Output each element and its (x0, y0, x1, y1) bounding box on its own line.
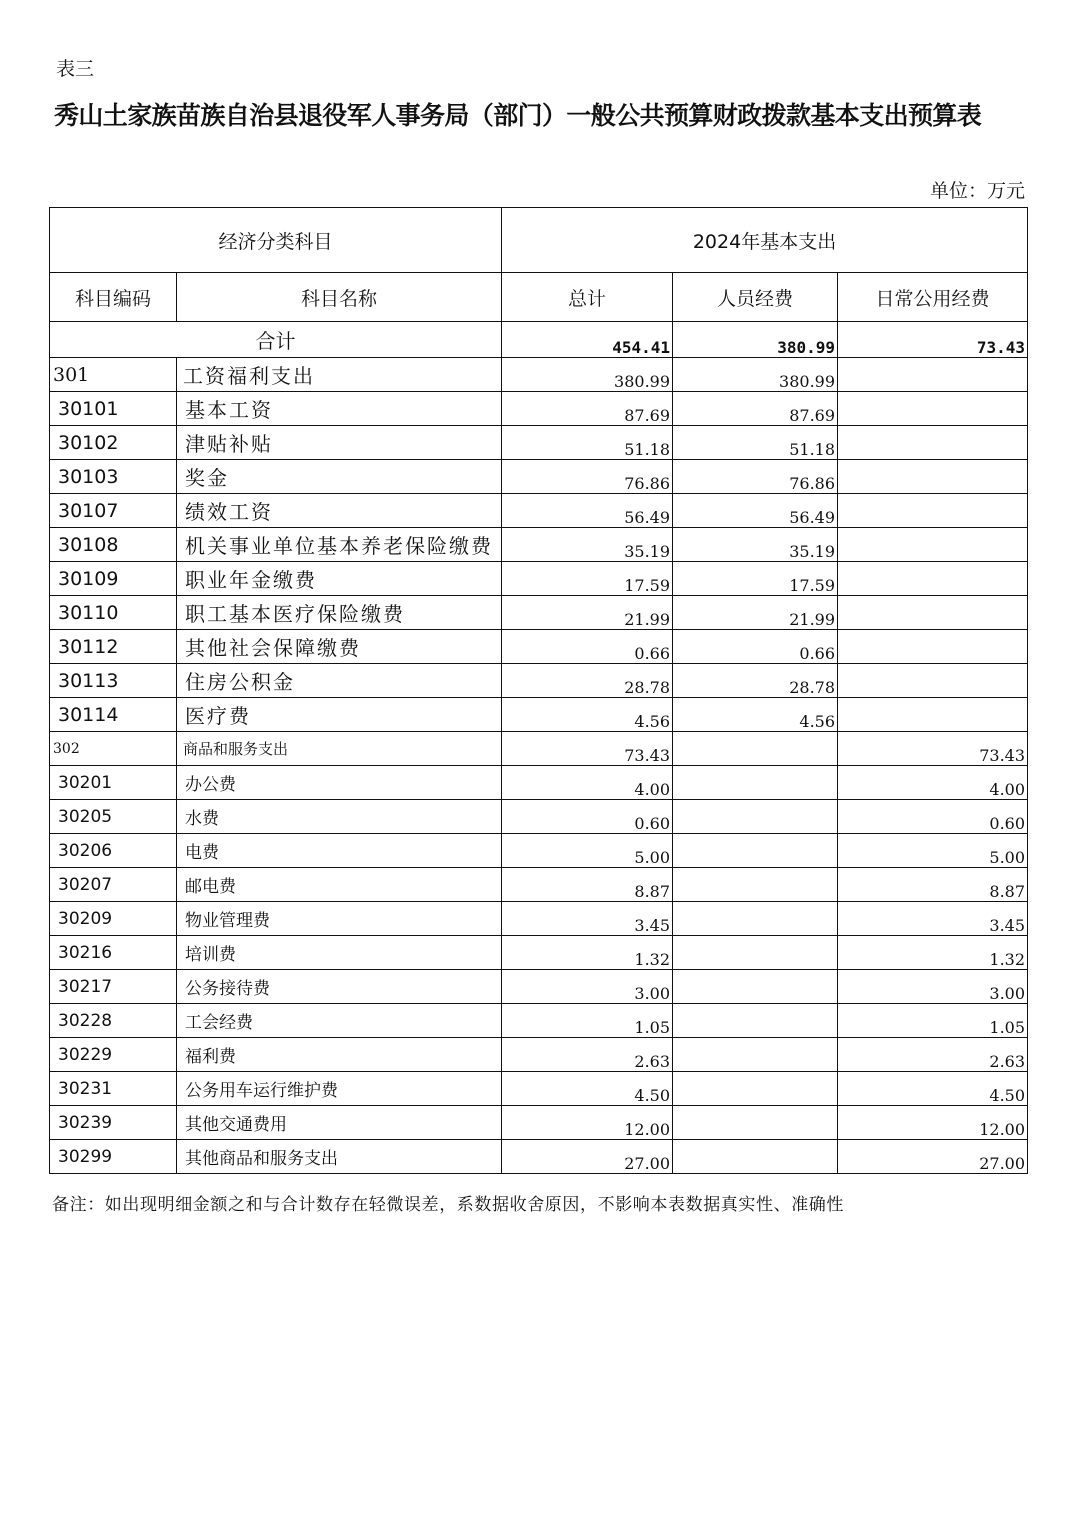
table-row (50, 1106, 1028, 1140)
row-name: 机关事业单位基本养老保险缴费 (177, 528, 502, 562)
row-personnel (673, 970, 838, 1004)
row-total: 4.00 (502, 766, 673, 800)
row-name: 其他商品和服务支出 (177, 1140, 502, 1174)
table-row (50, 392, 1028, 426)
row-name: 办公费 (177, 766, 502, 800)
row-personnel (673, 800, 838, 834)
table-row (50, 630, 1028, 664)
row-personnel: 4.56 (673, 698, 838, 732)
row-name: 其他社会保障缴费 (177, 630, 502, 664)
row-name: 绩效工资 (177, 494, 502, 528)
row-code: 30239 (50, 1106, 177, 1140)
row-personnel (673, 732, 838, 766)
row-public: 3.00 (838, 970, 1028, 1004)
row-public: 8.87 (838, 868, 1028, 902)
row-personnel: 28.78 (673, 664, 838, 698)
table-row (50, 494, 1028, 528)
row-total: 1.05 (502, 1004, 673, 1038)
row-total: 0.66 (502, 630, 673, 664)
row-personnel: 87.69 (673, 392, 838, 426)
row-code: 30112 (50, 630, 177, 664)
row-total: 5.00 (502, 834, 673, 868)
total-public: 73.43 (838, 322, 1028, 358)
row-code: 30101 (50, 392, 177, 426)
row-name: 津贴补贴 (177, 426, 502, 460)
row-public: 1.32 (838, 936, 1028, 970)
row-total: 76.86 (502, 460, 673, 494)
row-name: 住房公积金 (177, 664, 502, 698)
row-name: 其他交通费用 (177, 1106, 502, 1140)
row-personnel: 76.86 (673, 460, 838, 494)
row-personnel (673, 1004, 838, 1038)
header-code: 科目编码 (50, 273, 177, 322)
table-row (50, 868, 1028, 902)
row-code: 30299 (50, 1140, 177, 1174)
row-name: 工会经费 (177, 1004, 502, 1038)
row-code: 30216 (50, 936, 177, 970)
header-group-row (50, 208, 1028, 273)
row-public (838, 630, 1028, 664)
table-row (50, 358, 1028, 392)
row-personnel: 35.19 (673, 528, 838, 562)
table-number-label: 表三 (56, 58, 95, 80)
row-total: 2.63 (502, 1038, 673, 1072)
row-code: 30103 (50, 460, 177, 494)
row-total: 4.56 (502, 698, 673, 732)
row-public (838, 698, 1028, 732)
row-public (838, 392, 1028, 426)
header-public: 日常公用经费 (838, 273, 1028, 322)
table-row (50, 970, 1028, 1004)
row-total: 27.00 (502, 1140, 673, 1174)
table-row (50, 664, 1028, 698)
row-public: 3.45 (838, 902, 1028, 936)
header-name: 科目名称 (177, 273, 502, 322)
row-total: 3.45 (502, 902, 673, 936)
table-row (50, 426, 1028, 460)
row-personnel (673, 766, 838, 800)
total-personnel: 380.99 (673, 322, 838, 358)
row-personnel (673, 868, 838, 902)
table-row (50, 936, 1028, 970)
row-total: 380.99 (502, 358, 673, 392)
row-total: 35.19 (502, 528, 673, 562)
row-name: 公务接待费 (177, 970, 502, 1004)
row-personnel: 56.49 (673, 494, 838, 528)
table-row (50, 1072, 1028, 1106)
row-code: 30209 (50, 902, 177, 936)
total-row (50, 322, 1028, 358)
row-total: 4.50 (502, 1072, 673, 1106)
table-row (50, 460, 1028, 494)
budget-table (49, 207, 1028, 1174)
row-code: 30205 (50, 800, 177, 834)
row-name: 奖金 (177, 460, 502, 494)
row-name: 电费 (177, 834, 502, 868)
row-personnel (673, 902, 838, 936)
row-total: 3.00 (502, 970, 673, 1004)
row-total: 51.18 (502, 426, 673, 460)
row-public (838, 358, 1028, 392)
row-personnel (673, 834, 838, 868)
row-name: 医疗费 (177, 698, 502, 732)
row-public (838, 664, 1028, 698)
row-name: 邮电费 (177, 868, 502, 902)
row-code: 30228 (50, 1004, 177, 1038)
row-public (838, 562, 1028, 596)
row-public (838, 426, 1028, 460)
row-personnel: 380.99 (673, 358, 838, 392)
row-code: 30113 (50, 664, 177, 698)
table-row (50, 800, 1028, 834)
row-public: 12.00 (838, 1106, 1028, 1140)
row-public: 4.00 (838, 766, 1028, 800)
row-name: 水费 (177, 800, 502, 834)
row-name: 职业年金缴费 (177, 562, 502, 596)
row-total: 1.32 (502, 936, 673, 970)
row-code: 30231 (50, 1072, 177, 1106)
row-code: 30217 (50, 970, 177, 1004)
table-row (50, 1038, 1028, 1072)
table-row (50, 834, 1028, 868)
row-code: 301 (50, 358, 177, 392)
row-public (838, 460, 1028, 494)
footnote: 备注：如出现明细金额之和与合计数存在轻微误差，系数据收舍原因，不影响本表数据真实性、准确性 (52, 1195, 844, 1215)
row-code: 30102 (50, 426, 177, 460)
row-public: 73.43 (838, 732, 1028, 766)
row-personnel (673, 1038, 838, 1072)
row-personnel (673, 1072, 838, 1106)
header-total: 总计 (502, 273, 673, 322)
row-code: 30207 (50, 868, 177, 902)
header-basic-expenditure: 2024年基本支出 (502, 208, 1028, 273)
row-name: 工资福利支出 (177, 358, 502, 392)
row-total: 21.99 (502, 596, 673, 630)
row-total: 28.78 (502, 664, 673, 698)
row-public: 2.63 (838, 1038, 1028, 1072)
unit-label: 单位：万元 (929, 180, 1025, 202)
header-economic-category: 经济分类科目 (50, 208, 502, 273)
row-public (838, 596, 1028, 630)
row-code: 30109 (50, 562, 177, 596)
header-column-row (50, 273, 1028, 322)
row-public: 1.05 (838, 1004, 1028, 1038)
row-personnel: 21.99 (673, 596, 838, 630)
table-row (50, 1004, 1028, 1038)
row-name: 商品和服务支出 (177, 732, 502, 766)
row-name: 培训费 (177, 936, 502, 970)
table-row (50, 562, 1028, 596)
row-total: 17.59 (502, 562, 673, 596)
total-sum: 454.41 (502, 322, 673, 358)
row-personnel (673, 1106, 838, 1140)
table-row (50, 732, 1028, 766)
row-name: 福利费 (177, 1038, 502, 1072)
page-title: 秀山土家族苗族自治县退役军人事务局（部门）一般公共预算财政拨款基本支出预算表 (54, 101, 982, 130)
row-code: 30201 (50, 766, 177, 800)
table-row (50, 596, 1028, 630)
table-row (50, 902, 1028, 936)
row-public (838, 494, 1028, 528)
row-code: 30108 (50, 528, 177, 562)
row-public: 0.60 (838, 800, 1028, 834)
row-public: 27.00 (838, 1140, 1028, 1174)
row-personnel: 17.59 (673, 562, 838, 596)
row-name: 职工基本医疗保险缴费 (177, 596, 502, 630)
total-label: 合计 (50, 322, 502, 358)
row-public: 5.00 (838, 834, 1028, 868)
row-personnel (673, 936, 838, 970)
table-row (50, 698, 1028, 732)
row-total: 0.60 (502, 800, 673, 834)
row-name: 基本工资 (177, 392, 502, 426)
row-total: 12.00 (502, 1106, 673, 1140)
table-row (50, 528, 1028, 562)
row-name: 公务用车运行维护费 (177, 1072, 502, 1106)
row-public: 4.50 (838, 1072, 1028, 1106)
row-total: 73.43 (502, 732, 673, 766)
row-total: 87.69 (502, 392, 673, 426)
row-code: 30110 (50, 596, 177, 630)
row-total: 8.87 (502, 868, 673, 902)
row-personnel: 0.66 (673, 630, 838, 664)
row-code: 30229 (50, 1038, 177, 1072)
row-personnel: 51.18 (673, 426, 838, 460)
row-personnel (673, 1140, 838, 1174)
row-public (838, 528, 1028, 562)
table-row (50, 766, 1028, 800)
table-row (50, 1140, 1028, 1174)
header-personnel: 人员经费 (673, 273, 838, 322)
row-code: 30107 (50, 494, 177, 528)
row-name: 物业管理费 (177, 902, 502, 936)
row-total: 56.49 (502, 494, 673, 528)
row-code: 30114 (50, 698, 177, 732)
row-code: 302 (50, 732, 177, 766)
row-code: 30206 (50, 834, 177, 868)
